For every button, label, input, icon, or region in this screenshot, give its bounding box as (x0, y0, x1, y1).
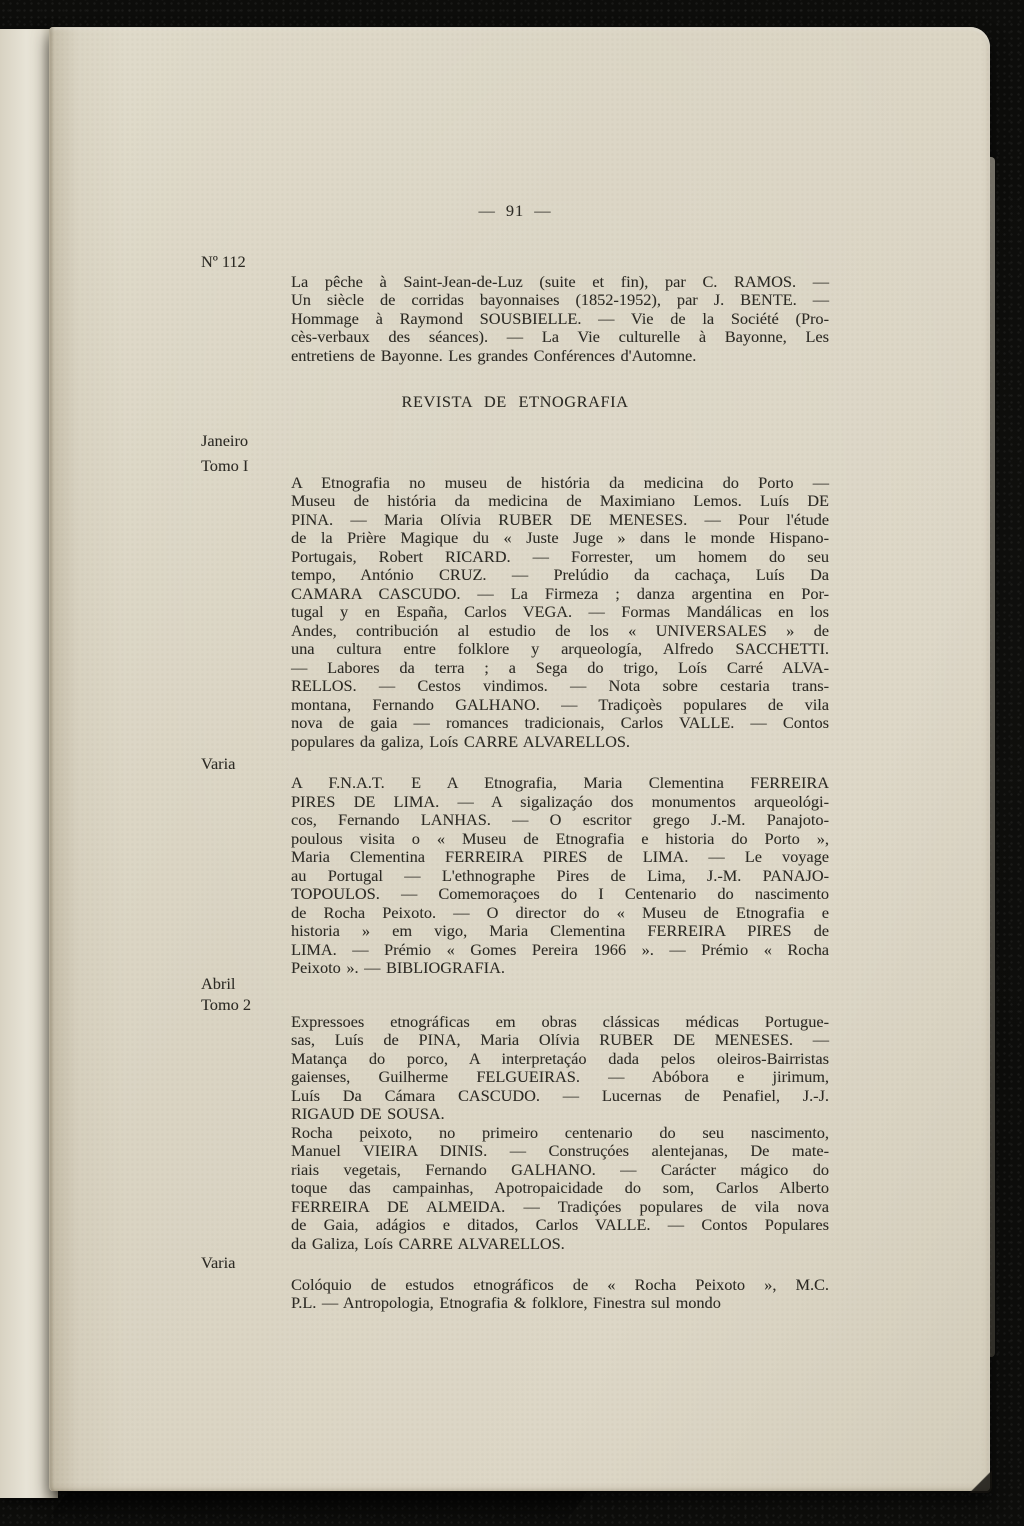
section-label-tomo-1: Tomo I (201, 456, 249, 476)
text-line: populares da galiza, Loís CARRE ALVARELLOS. (291, 731, 630, 751)
corner-shadow (966, 1467, 992, 1493)
text-line: Un siècle de corridas bayonnaises (1852-1952), par J. BENTE. — (291, 290, 829, 310)
text-line: Colóquio de estudos etnográficos de « Rocha Peixoto », M.C. (291, 1274, 829, 1294)
section-label-janeiro: Janeiro (201, 430, 249, 450)
text-line: una cultura entre folklore y arqueología, Alfredo SACCHETTI. (291, 639, 829, 659)
text-line: Museu de história da medicina de Maximiano Lemos. Luís DE (291, 491, 829, 511)
section-label-varia-2: Varia (201, 1253, 236, 1273)
text-line: Andes, contribución al estudio de los « UNIVERSALES » de (291, 620, 829, 640)
tomo-1-contents-paragraph (291, 474, 829, 752)
text-line: PIRES DE LIMA. — A sigalizaçáo dos monumentos arqueológi- (291, 791, 829, 811)
text-line: poulous visita o « Museu de Etnografia e historia do Porto », (291, 828, 829, 848)
text-line: Manuel VIEIRA DINIS. — Construçóes alentejanas, De mate- (291, 1141, 829, 1161)
text-line: sas, Luís de PINA, Maria Olívia RUBER DE MENESES. — (291, 1030, 829, 1050)
text-line: gaienses, Guilherme FELGUEIRAS. — Abóbora e jirimum, (291, 1067, 829, 1087)
text-line: tugal y en España, Carlos VEGA. — Formas Mandálicas en los (291, 602, 829, 622)
text-line: Hommage à Raymond SOUSBIELLE. — Vie de la Société (Pro- (291, 308, 829, 328)
issue-contents-paragraph (291, 273, 829, 366)
page-number: — 91 — (478, 201, 552, 220)
text-line: FERREIRA DE ALMEIDA. — Tradiçóes populares de vila nova (291, 1196, 829, 1216)
text-line: LIMA. — Prémio « Gomes Pereira 1966 ». — Prémio « Rocha (291, 939, 829, 959)
text-line: toque das campainhas, Apotropaicidade do som, Carlos Alberto (291, 1178, 829, 1198)
issue-number-label: Nº 112 (201, 252, 246, 272)
text-line: Maria Clementina FERREIRA PIRES de LIMA. — Le voyage (291, 847, 829, 867)
text-line: nova de gaia — romances tradicionais, Carlos VALLE. — Contos (291, 713, 829, 733)
text-line: PINA. — Maria Olívia RUBER DE MENESES. — Pour l'étude (291, 509, 829, 529)
text-line: — Labores da terra ; a Sega do trigo, Loís Carré ALVA- (291, 657, 829, 677)
text-line: Peixoto ». — BIBLIOGRAFIA. (291, 958, 505, 978)
text-line: entretiens de Bayonne. Les grandes Conférences d'Automne. (291, 345, 697, 365)
text-line: A F.N.A.T. E A Etnografia, Maria Clementina FERREIRA (291, 773, 829, 793)
page-cast-shadow (43, 1492, 587, 1526)
varia-1-contents-paragraph (291, 774, 829, 978)
text-line: Matança do porco, A interpretaçáo dada pelos oleiros-Bairristas (291, 1048, 829, 1068)
text-line: riais vegetais, Fernando GALHANO. — Carácter mágico do (291, 1159, 829, 1179)
page-content (201, 27, 829, 1313)
text-line: tempo, António CRUZ. — Prelúdio da cachaça, Luís Da (291, 565, 829, 585)
text-line: de Rocha Peixoto. — O director do « Museu de Etnografia e (291, 902, 829, 922)
text-line: Expressoes etnográficas em obras clássicas médicas Portugue- (291, 1011, 829, 1031)
page-thickness-edge (990, 157, 995, 1357)
text-line: CAMARA CASCUDO. — La Firmeza ; danza argentina en Por- (291, 583, 829, 603)
text-line: Portugais, Robert RICARD. — Forrester, um homem do seu (291, 546, 829, 566)
tomo-2-contents-paragraph-2 (291, 1124, 829, 1254)
section-label-abril: Abril (201, 973, 236, 993)
text-line: RIGAUD DE SOUSA. (291, 1104, 445, 1124)
text-line: da Galiza, Loís CARRE ALVARELLOS. (291, 1233, 565, 1253)
text-line: cos, Fernando LANHAS. — O escritor grego J.-M. Panajoto- (291, 810, 829, 830)
text-line: La pêche à Saint-Jean-de-Luz (suite et fin), par C. RAMOS. — (291, 271, 829, 291)
book-page (49, 27, 990, 1491)
text-line: de Gaia, adágios e ditados, Carlos VALLE. — Contos Populares (291, 1215, 829, 1235)
text-line: P.L. — Antropologia, Etnografia & folklore, Finestra sul mondo (291, 1293, 721, 1313)
text-line: de la Prière Magique du « Juste Juge » dans le monde Hispano- (291, 528, 829, 548)
varia-2-contents-paragraph (291, 1276, 829, 1313)
text-line: historia » em vigo, Maria Clementina FERREIRA PIRES de (291, 921, 829, 941)
text-line: Rocha peixoto, no primeiro centenario do seu nascimento, (291, 1122, 829, 1142)
text-line: Luís Da Cámara CASCUDO. — Lucernas de Penafiel, J.-J. (291, 1085, 829, 1105)
section-label-tomo-2: Tomo 2 (201, 995, 251, 1015)
text-line: cès-verbaux des séances). — La Vie culturelle à Bayonne, Les (291, 327, 829, 347)
section-label-varia-1: Varia (201, 754, 236, 774)
text-line: RELLOS. — Cestos vindimos. — Nota sobre cestaria trans- (291, 676, 829, 696)
text-line: au Portugal — L'ethnographe Pires de Lima, J.-M. PANAJO- (291, 865, 829, 885)
journal-title: REVISTA DE ETNOGRAFIA (401, 392, 629, 412)
tomo-2-contents-paragraph-1 (291, 1013, 829, 1124)
text-line: A Etnografia no museu de história da medicina do Porto — (291, 472, 829, 492)
text-line: TOPOULOS. — Comemoraçoes do I Centenario do nascimento (291, 884, 829, 904)
text-line: montana, Fernando GALHANO. — Tradiçoès populares de vila (291, 694, 829, 714)
